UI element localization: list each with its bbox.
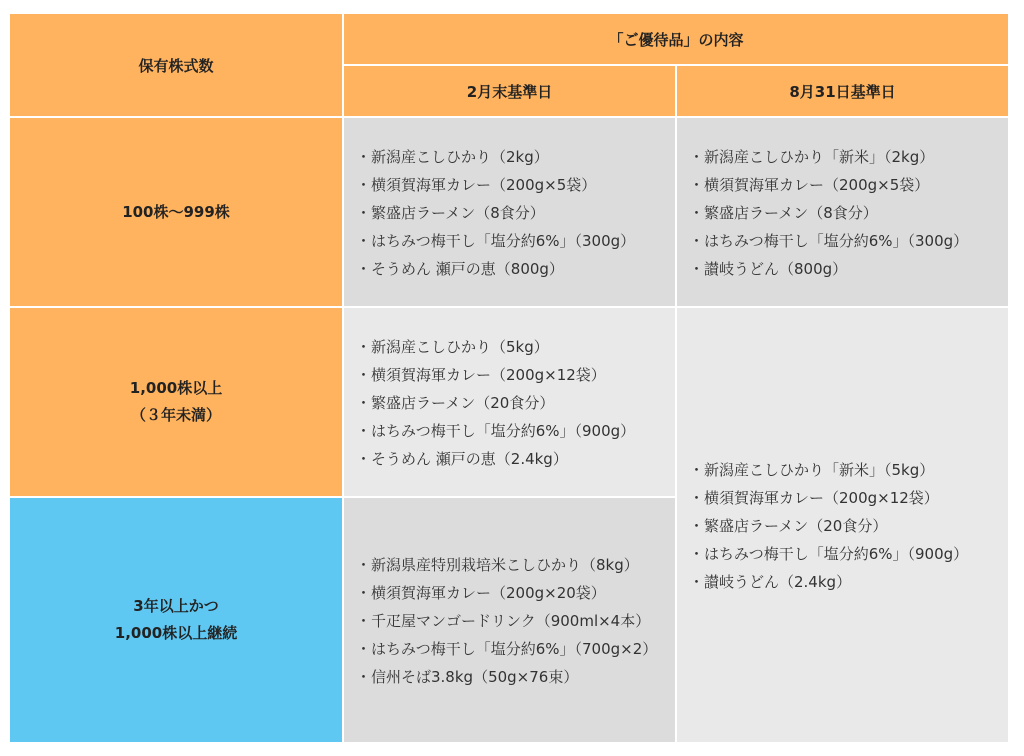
- list-item: ・新潟産こしひかり「新米」（2kg）: [689, 148, 935, 166]
- row-label-3yr-1000-plus: [10, 498, 344, 744]
- list-item: ・讃岐うどん（800g）: [689, 260, 848, 278]
- list-item: ・横須賀海軍カレー（200g×5袋）: [356, 176, 597, 194]
- list-item: ・讃岐うどん（2.4kg）: [689, 573, 852, 591]
- aug-items-1000-plus: [677, 308, 1010, 744]
- list-item: ・はちみつ梅干し「塩分約6%」（300g）: [689, 232, 969, 250]
- holdings-header: 保有株式数: [10, 14, 344, 118]
- list-item: ・横須賀海軍カレー（200g×12袋）: [356, 366, 606, 384]
- list-item: ・繁盛店ラーメン（8食分）: [689, 204, 878, 222]
- list-item: ・そうめん 瀬戸の恵（2.4kg）: [356, 450, 568, 468]
- row-label-line: 1,000株以上継続: [114, 624, 238, 642]
- list-item: ・横須賀海軍カレー（200g×20袋）: [356, 584, 606, 602]
- row-label-100-999: [10, 118, 344, 308]
- benefits-header: 「ご優待品」の内容: [344, 14, 1010, 66]
- list-item: ・そうめん 瀬戸の恵（800g）: [356, 260, 564, 278]
- row-label-line: 100株～999株: [122, 202, 230, 221]
- aug-record-date-header: 8月31日基準日: [677, 66, 1010, 118]
- list-item: ・はちみつ梅干し「塩分約6%」（900g）: [356, 422, 636, 440]
- feb-items-100-999: [344, 118, 677, 308]
- aug-items-100-999: [677, 118, 1010, 308]
- feb-items-1000-plus: [344, 308, 677, 498]
- list-item: ・新潟産こしひかり（5kg）: [356, 338, 549, 356]
- list-item: ・はちみつ梅干し「塩分約6%」（900g）: [689, 545, 969, 563]
- benefits-table: [10, 14, 1010, 744]
- list-item: ・繁盛店ラーメン（20食分）: [356, 394, 555, 412]
- list-item: ・横須賀海軍カレー（200g×12袋）: [689, 489, 939, 507]
- feb-record-date-header: 2月末基準日: [344, 66, 677, 118]
- list-item: ・千疋屋マンゴードリンク（900ml×4本）: [356, 612, 651, 630]
- list-item: ・はちみつ梅干し「塩分約6%」（700g×2）: [356, 640, 658, 658]
- list-item: ・新潟産こしひかり（2kg）: [356, 148, 549, 166]
- feb-items-3yr-1000-plus: [344, 498, 677, 744]
- row-label-line: 3年以上かつ: [133, 597, 219, 615]
- list-item: ・横須賀海軍カレー（200g×5袋）: [689, 176, 930, 194]
- list-item: ・繁盛店ラーメン（8食分）: [356, 204, 545, 222]
- list-item: ・はちみつ梅干し「塩分約6%」（300g）: [356, 232, 636, 250]
- list-item: ・繁盛店ラーメン（20食分）: [689, 517, 888, 535]
- row-label-line: （３年未満）: [130, 406, 221, 424]
- row-label-line: 1,000株以上: [129, 379, 223, 397]
- list-item: ・新潟産こしひかり「新米」（5kg）: [689, 461, 935, 479]
- list-item: ・信州そば3.8kg（50g×76束）: [356, 668, 579, 686]
- row-label-1000-plus: [10, 308, 344, 498]
- list-item: ・新潟県産特別栽培米こしひかり（8kg）: [356, 556, 639, 574]
